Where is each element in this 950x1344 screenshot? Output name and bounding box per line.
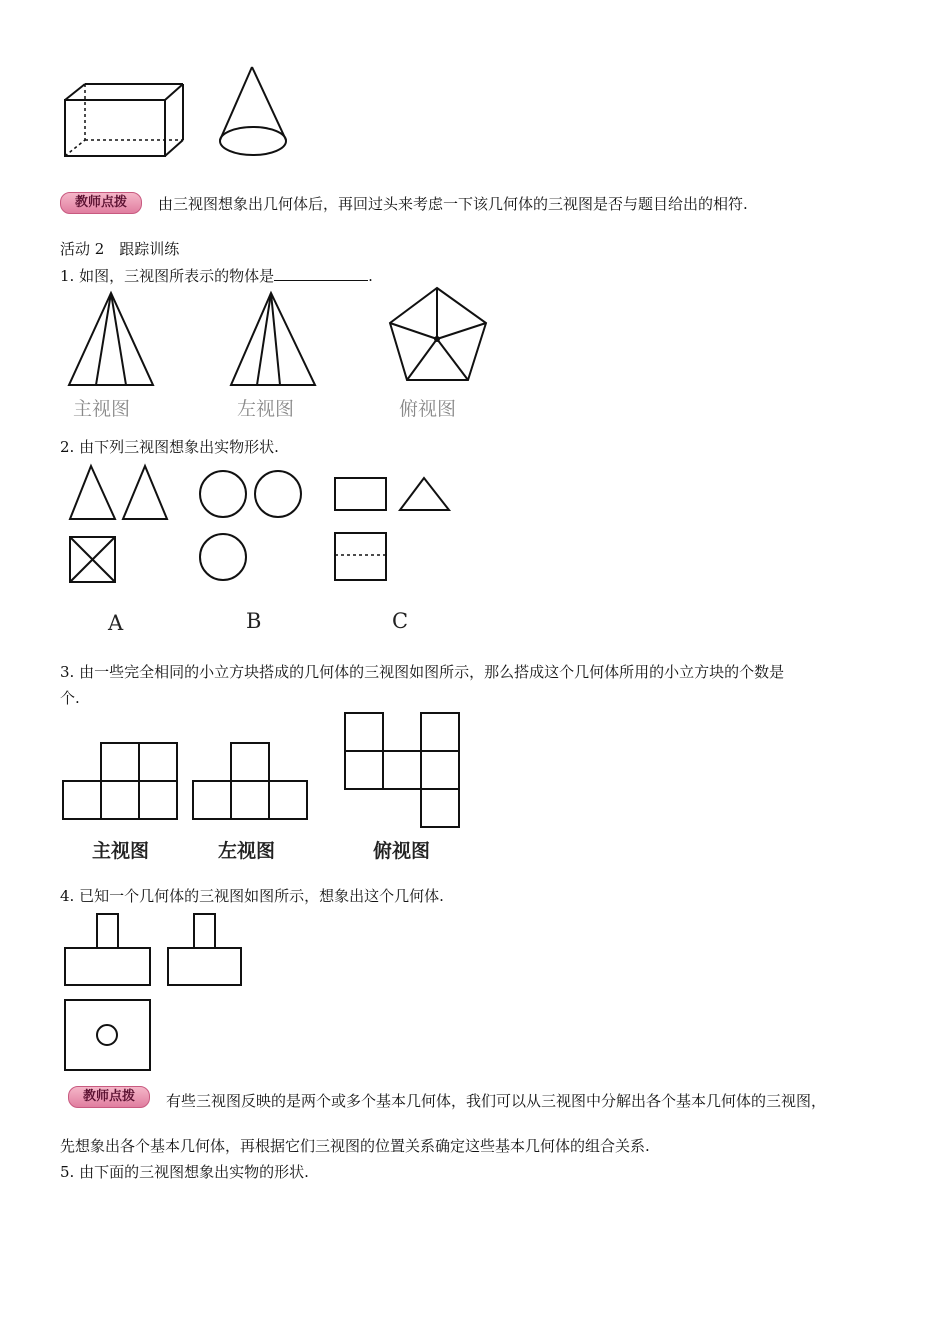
- teacher-tip-badge: 教师点拨: [68, 1086, 150, 1108]
- teacher-tip-badge: 教师点拨: [60, 192, 142, 214]
- q3-label-top: 俯视图: [373, 840, 431, 862]
- question-2-text: 2. 由下列三视图想象出实物形状.: [60, 438, 279, 456]
- q2-option-a-views: [67, 463, 172, 588]
- cone-figure: [215, 64, 290, 160]
- q1-left-view: [227, 290, 322, 390]
- q4-top-view: [64, 998, 154, 1074]
- q1-label-top: 俯视图: [399, 398, 457, 420]
- question-1-text: 1. 如图，三视图所表示的物体是: [60, 267, 275, 285]
- question-1: [60, 266, 373, 286]
- q2-option-a-label: A: [108, 611, 124, 635]
- teacher-tip-2-text-line1: 有些三视图反映的是两个或多个基本几何体，我们可以从三视图中分解出各个基本几何体的三视图，: [166, 1092, 827, 1110]
- activity-title: 活动 2 跟踪训练: [60, 240, 180, 258]
- q3-front-view: [62, 742, 180, 822]
- q4-front-view: [64, 912, 154, 988]
- q3-top-view: [344, 712, 462, 830]
- q1-label-front: 主视图: [73, 398, 131, 420]
- question-4-text: 4. 已知一个几何体的三视图如图所示，想象出这个几何体.: [60, 887, 444, 905]
- q3-left-view: [192, 742, 310, 822]
- q2-option-b-views: [198, 469, 304, 584]
- teacher-tip-2-text-line2: 先想象出各个基本几何体，再根据它们三视图的位置关系确定这些基本几何体的组合关系.: [60, 1137, 650, 1155]
- q3-label-left: 左视图: [218, 840, 276, 862]
- question-5-text: 5. 由下面的三视图想象出实物的形状.: [60, 1163, 309, 1181]
- question-3-text-line2: 个.: [60, 689, 80, 707]
- q3-label-front: 主视图: [92, 840, 150, 862]
- answer-blank[interactable]: [274, 266, 368, 281]
- question-1-suffix: .: [368, 267, 373, 285]
- cuboid-figure: [60, 80, 190, 160]
- q1-top-view: [388, 286, 490, 386]
- q2-option-b-label: B: [246, 609, 262, 633]
- question-3-text-line1: 3. 由一些完全相同的小立方块搭成的几何体的三视图如图所示，那么搭成这个几何体所用的小立方块的个数是: [60, 663, 785, 681]
- teacher-tip-1: [60, 191, 142, 214]
- teacher-tip-1-text: 由三视图想象出几何体后，再回过头来考虑一下该几何体的三视图是否与题目给出的相符.: [158, 195, 748, 213]
- q4-left-view: [166, 912, 246, 988]
- q1-label-left: 左视图: [237, 398, 295, 420]
- q2-option-c-views: [332, 475, 457, 585]
- q2-option-c-label: C: [392, 609, 409, 633]
- teacher-tip-2: [68, 1085, 150, 1108]
- q1-front-view: [65, 290, 160, 390]
